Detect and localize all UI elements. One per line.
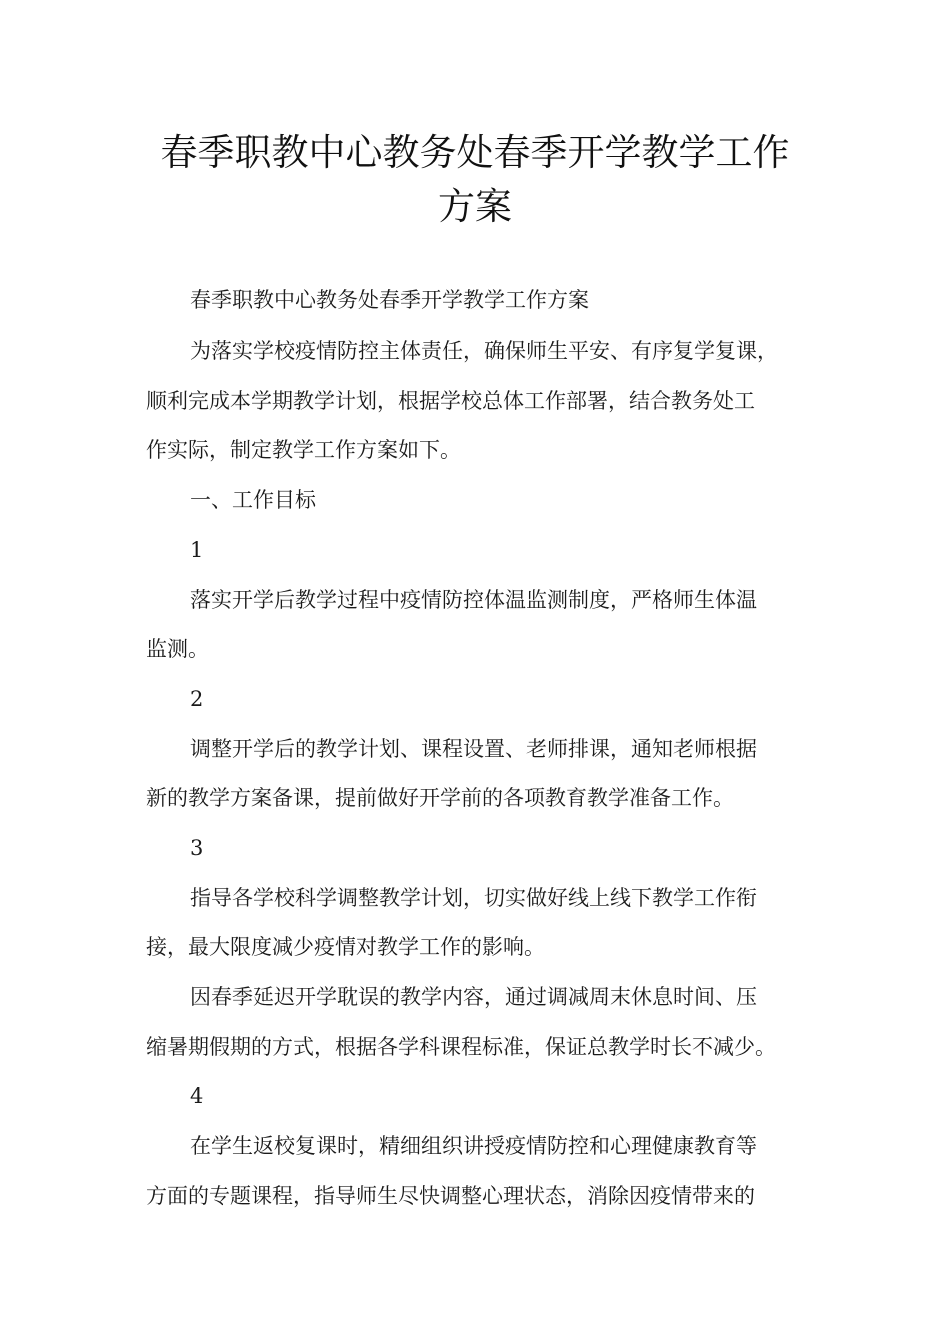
intro-paragraph-line-3: 作实际，制定教学工作方案如下。 — [146, 438, 461, 462]
item-number-4: 4 — [190, 1084, 204, 1108]
intro-paragraph-line-1: 为落实学校疫情防控主体责任，确保师生平安、有序复学复课， — [190, 339, 778, 363]
intro-paragraph-line-2: 顺利完成本学期教学计划，根据学校总体工作部署，结合教务处工 — [146, 389, 755, 413]
subtitle-paragraph: 春季职教中心教务处春季开学教学工作方案 — [190, 288, 589, 312]
item-number-2: 2 — [190, 687, 204, 711]
item-4-line-2: 方面的专题课程，指导师生尽快调整心理状态，消除因疫情带来的 — [146, 1184, 755, 1208]
item-2-line-2: 新的教学方案备课，提前做好开学前的各项教育教学准备工作。 — [146, 786, 734, 810]
item-4-line-1: 在学生返校复课时，精细组织讲授疫情防控和心理健康教育等 — [190, 1134, 757, 1158]
item-3-extra-line-1: 因春季延迟开学耽误的教学内容，通过调减周末休息时间、压 — [190, 985, 757, 1009]
item-1-line-1: 落实开学后教学过程中疫情防控体温监测制度，严格师生体温 — [190, 588, 757, 612]
document-title-line-2: 方案 — [438, 185, 512, 228]
item-number-3: 3 — [190, 836, 204, 860]
item-3-line-2: 接，最大限度减少疫情对教学工作的影响。 — [146, 935, 545, 959]
document-title-line-1: 春季职教中心教务处春季开学教学工作 — [160, 131, 790, 174]
item-1-line-2: 监测。 — [146, 637, 209, 661]
item-3-extra-line-2: 缩暑期假期的方式，根据各学科课程标准，保证总教学时长不减少。 — [146, 1035, 776, 1059]
item-2-line-1: 调整开学后的教学计划、课程设置、老师排课，通知老师根据 — [190, 737, 757, 761]
item-number-1: 1 — [190, 538, 204, 562]
item-3-line-1: 指导各学校科学调整教学计划，切实做好线上线下教学工作衔 — [190, 886, 757, 910]
section-heading-goals: 一、工作目标 — [190, 488, 316, 512]
